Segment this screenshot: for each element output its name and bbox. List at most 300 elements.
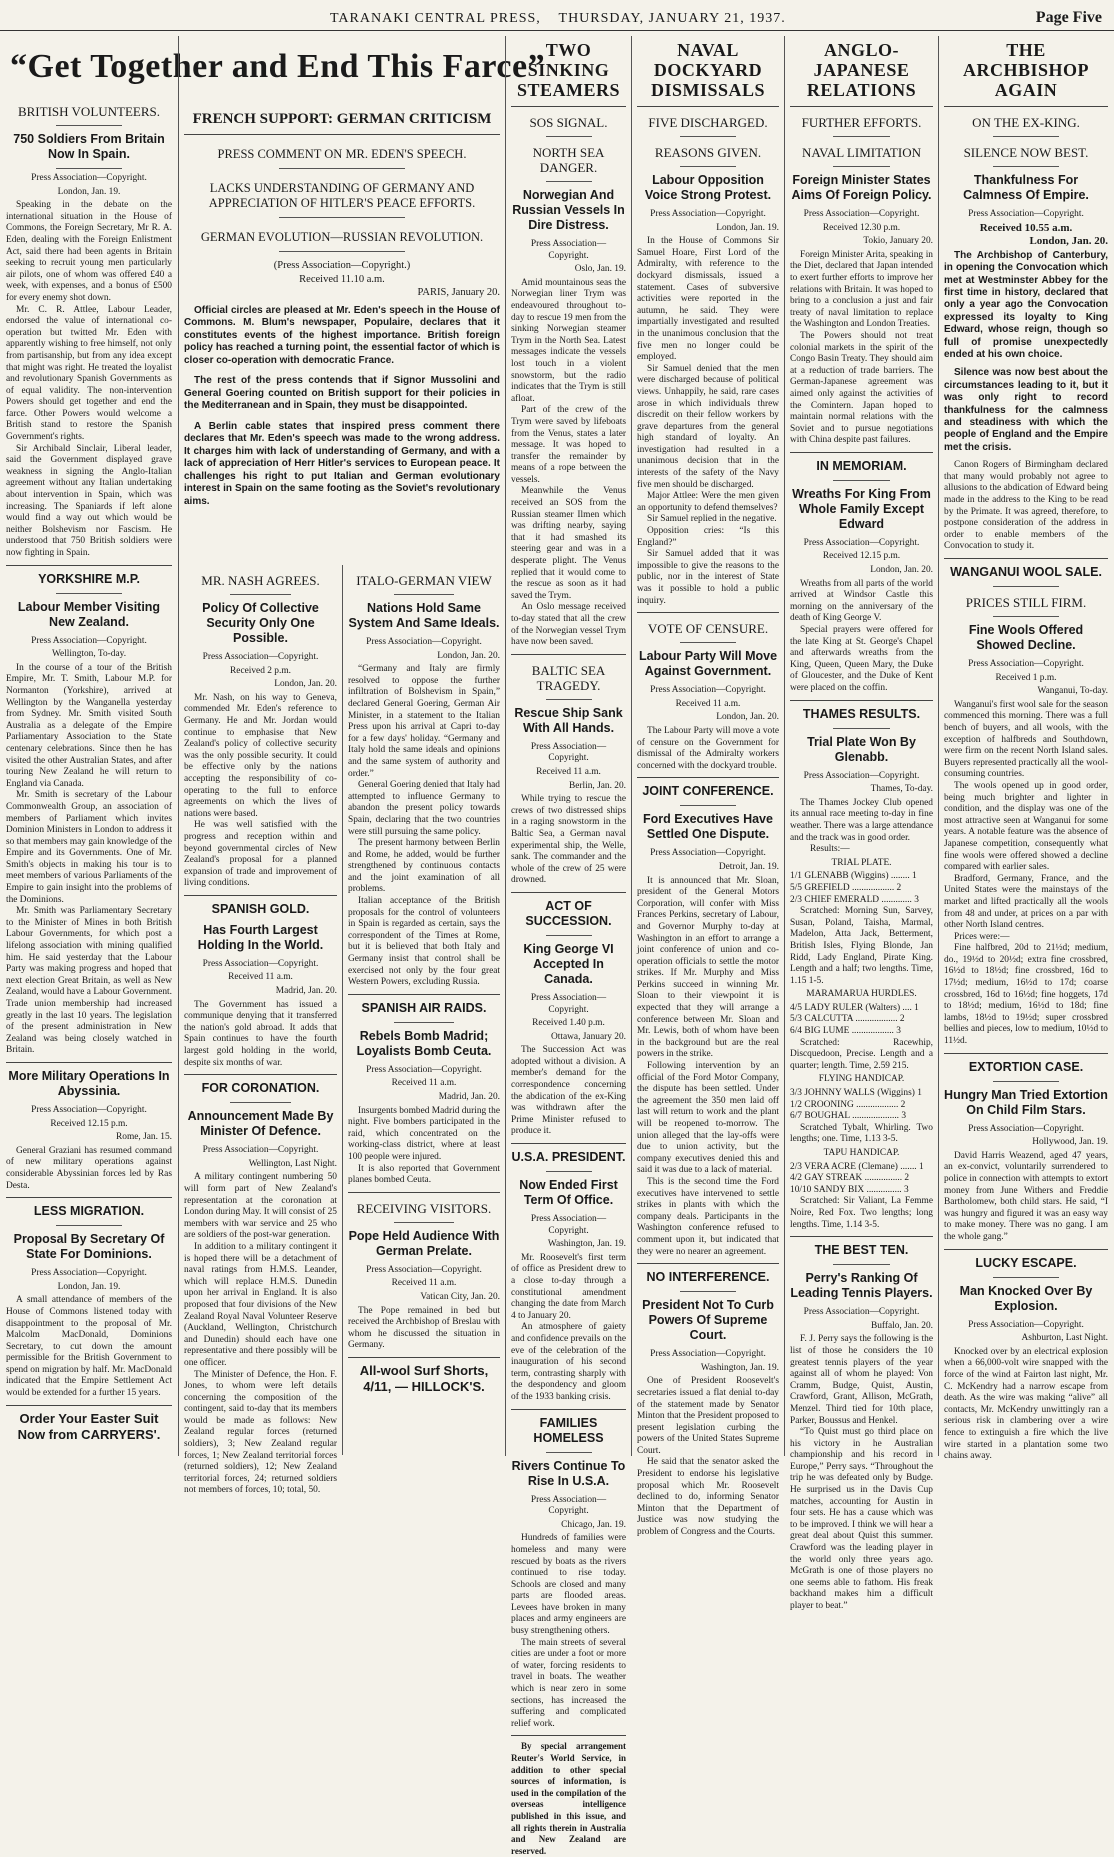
- headline: VOTE OF CENSURE.: [647, 621, 769, 637]
- divider: [833, 136, 890, 137]
- paragraph: The main streets of several cities are under a foot or more of water, forcing residents to travel in boats. The weather which is near zero in some sections, has increased the suffering and complicated relief work.: [511, 1637, 626, 1729]
- source-line: Press Association—Copyright.: [803, 770, 920, 781]
- paragraph: By special arrangement Reuter's World Service, in addition to other special sources of information, is used in the compilation of the overseas intelligence published in this issue, and all rights therein in Australia and New Zealand are reserved.: [511, 1741, 626, 1856]
- paragraph: Scratched: Racewhip, Discquedoon, Precise. Length and a quarter; length. Time, 2.59 215.: [790, 1037, 933, 1071]
- dateline: Washington, Jan. 19.: [547, 1239, 626, 1250]
- paragraph: While trying to rescue the crews of two distressed ships in a raging snowstorm in the Baltic Sea, a German naval experimental ship, the Welle, sank. The commander and the whole of the crew of 25 were drowned.: [511, 794, 626, 886]
- divider: [993, 586, 1059, 587]
- subheadline: FURTHER EFFORTS.: [801, 115, 922, 130]
- article-body: [944, 460, 1108, 553]
- paragraph: In addition to a military contingent it is hoped there will be a detachment of naval ratings from H.M.S. Leander, which will replace H.M.S. Dunedin upon her arrival in England. It is also proposed that four divisions of the New Zealand Royal Naval Volunteer Reserve (Auckland, Wellington, Christchurch and Dunedin) should each have one representative and there possibly will be one officer.: [184, 1241, 337, 1368]
- divider: [511, 1143, 626, 1144]
- dateline: Madrid, Jan. 20.: [438, 1092, 500, 1102]
- subheadline: PRESS COMMENT ON MR. EDEN'S SPEECH.: [217, 147, 467, 161]
- subheadline: NAVAL LIMITATION: [802, 145, 921, 160]
- source-line: Press Association—Copyright.: [202, 652, 319, 662]
- result-row: 6/7 BOUGHAL .................... 3: [790, 1111, 907, 1122]
- paragraph: It is also reported that Government planes bombed Ceuta.: [348, 1163, 500, 1186]
- subheadline: More Military Operations In Abyssinia.: [8, 1068, 170, 1098]
- divider: [546, 1452, 592, 1453]
- article-body: [184, 1000, 337, 1070]
- subheadline: FIVE DISCHARGED.: [648, 115, 768, 130]
- paragraph: “Germany and Italy are firmly resolved to oppose the further infiltration of Bolshevism in Spain,” declared General Goering, German Air Minister, in a statement to the Italian Press upon his arrival at Capri to-day for a few days' holiday. “Germany and Italy hold the same ideals and opinions and the same system of authority and order.”: [348, 664, 500, 779]
- headline: NO INTERFERENCE.: [646, 1270, 770, 1285]
- paragraph: A small attendance of members of the House of Commons listened today with disappointment to the proposal of Mr. Malcolm MacDonald, Dominions Secretary, to cut down the amount permissible for the British Government to spend on migration by half. Mr. MacDonald indicated that the Empire Settlement Act would be extended for a further 15 years.: [6, 1295, 172, 1399]
- source-line: Press Association—Copyright.: [366, 1064, 482, 1075]
- result-row: 5/5 GREFIELD .................. 2: [790, 882, 902, 893]
- column-rule: [631, 36, 632, 1456]
- race-title: TRIAL PLATE.: [831, 857, 892, 868]
- article-body: [6, 1146, 172, 1192]
- race-title: FLYING HANDICAP.: [818, 1074, 905, 1085]
- dateline: Received 12.15 p.m.: [50, 1118, 128, 1129]
- column-rule: [938, 36, 939, 1456]
- paragraph: In the House of Commons Sir Samuel Hoare, First Lord of the Admiralty, with reference to the dockyard dismissals, issued a statement. Cases of subversive activities were reported in the autumn, he said. They were impartially investigated and resulted in the unanimous conclusion that the five men no longer could be employed.: [637, 236, 779, 363]
- paragraph: Scratched: Morning Sun, Sarvey, Susan, Poland, Taisha, Marmal, Madelon, Atta Jack, Betterment, British Isles, Flying Blonde, Jan Ridd, Lady England, Pirate King. Length and a half; two lengths. Time, 1.15 1-5.: [790, 906, 933, 986]
- divider: [790, 106, 933, 107]
- masthead: [0, 0, 1114, 31]
- column-1: [6, 96, 172, 1456]
- article-body: [511, 1045, 626, 1138]
- masthead-center: [330, 11, 786, 27]
- paragraph: It is announced that Mr. Sloan, president of the General Motors Corporation, will confer with Miss Frances Perkins, secretary of Labour, and Governor Murphy to-day at Washington in an effort to arrange a joint conference of union and co-operation officials to settle the motor strikes. If Mr. Murphy and Miss Perkins succeed in winning Mr. Sloan to their viewpoint it is expected that they will arrange a conference between Mr. Sloan and Mr. Lewis, both of whom have been in the background but are the real powers in the strike.: [637, 875, 779, 1060]
- race-title: MARAMARUA HURDLES.: [806, 989, 917, 1000]
- subheadline: REASONS GIVEN.: [654, 145, 762, 160]
- subheadline: ON THE EX-KING.: [972, 115, 1080, 130]
- received-line: Received 1 p.m.: [995, 672, 1057, 683]
- paragraph: An Oslo message received to-day stated that all the crew of the Norwegian vessel Trym have now been saved.: [511, 602, 626, 648]
- source-line: Press Association—Copyright.: [31, 635, 147, 646]
- source-line: Press Association—Copyright.: [366, 1264, 482, 1275]
- paragraph: The Succession Act was adopted without a division. A member's demand for the correspondence concerning the abdication of the ex-King was withdrawn after the Prime Minister refused to produce it.: [511, 1045, 626, 1137]
- article-body: [944, 1151, 1108, 1244]
- source-line: Press Association—Copyright.: [31, 1104, 147, 1115]
- divider: [944, 106, 1108, 107]
- divider: [993, 616, 1059, 617]
- divider: [993, 1081, 1059, 1082]
- article-body: [790, 1038, 933, 1073]
- dateline: Ottawa, January 20.: [551, 1031, 626, 1042]
- paragraph: Mr. Smith was Parliamentary Secretary to the Minister of Mines in both British Labour Governments, for which post a lifelong association with mining qualified him. He said yesterday that the Labour Party was making progress and hoped that next election Great Britain, as well as New Zealand, would have a Labour Government. Trade union membership had increased greatly in the last 10 years. The legislation of the present administration in New Zealand was being closely watched in Britain.: [6, 906, 172, 1056]
- divider: [56, 593, 122, 594]
- results-label: Results:—: [810, 844, 850, 855]
- headline: THE ARCHBISHOP AGAIN: [962, 40, 1090, 100]
- paragraph: Canon Rogers of Birmingham declared that many would probably not agree to allusions to the abdication of Edward being made in the address to the King to be read by the Primate. It was agreed, therefore, to postpone consideration of the address in order to enable members of the Convocation to study it.: [944, 460, 1108, 552]
- dateline: Hollywood, Jan. 19.: [1032, 1137, 1108, 1148]
- source-line: Press Association—Copyright.: [968, 1123, 1084, 1134]
- paragraph: The Powers should not treat colonial markets in the spirit of the Congo Basin Treaty. They should aim at a reduction of trade barriers. The German-Japanese agreement was aimed only against the activities of the Comintern. Japan hoped to maintain normal relations with the Soviet and to pursue negotiations with China despite past failures.: [790, 330, 933, 446]
- dateline: London, Jan. 19.: [57, 186, 121, 197]
- paragraph: The Archbishop of Canterbury, in opening the Convocation which met at Westminster Abbey for the first time in history, declared that only a year ago the Convocation expressed its loyalty to King Edward, whose reign, though so full of promise unexpectedly ended at his own choice.: [944, 249, 1108, 361]
- subheadline: Has Fourth Largest Holding In the World.: [197, 922, 324, 952]
- column-rule: [784, 36, 785, 1456]
- divider: [184, 134, 500, 135]
- column-7: [944, 36, 1108, 1462]
- divider: [348, 1357, 500, 1358]
- headline: ANGLO-JAPANESE RELATIONS: [806, 40, 917, 100]
- paragraph: Fine halfbred, 20d to 21½d; medium, do., 19½d to 20½d; extra fine crossbred, 16½d to 18½d; fine crossbred, 16d to 17½d; medium, 16½d to 17d; coarse crossbred, 16d to 16½d; fine hoggets, 17d to 18½d; medium, 16½d to 18d; fine lambs, 18½d to 19½d; super crossbred bellies and pieces, low to medium, 10½d to 11½d.: [944, 943, 1108, 1047]
- article-body: [348, 664, 500, 989]
- divider: [680, 1291, 737, 1292]
- column-5: [637, 36, 779, 1538]
- subheadline: Rebels Bomb Madrid; Loyalists Bomb Ceuta.: [356, 1028, 492, 1058]
- column-6: [790, 36, 933, 1611]
- divider: [833, 166, 890, 167]
- paragraph: Prices were:—: [954, 931, 1010, 942]
- subheadline: Foreign Minister States Aims Of Foreign Policy.: [791, 173, 932, 202]
- headline: BRITISH VOLUNTEERS.: [17, 104, 161, 119]
- divider: [637, 1263, 779, 1264]
- divider: [790, 452, 933, 453]
- article-body: [790, 1334, 933, 1612]
- paragraph: Silence was now best about the circumstances leading to it, but it was only right to record thankfulness for the calmness and steadiness with which the people of England and the Empire met the crisis.: [944, 367, 1108, 453]
- article-body: [637, 236, 779, 607]
- dateline: London, Jan. 20.: [1029, 235, 1108, 248]
- paragraph: Sir Samuel replied in the negative.: [647, 514, 777, 525]
- headline: WANGANUI WOOL SALE.: [950, 565, 1102, 580]
- subheadline: Trial Plate Won By Glenabb.: [807, 734, 916, 764]
- paragraph: The wools opened up in good order, being much brighter and lighter in condition, and the display was one of the most attractive seen at Wanganui for some years. A notable feature was the absence of Japanese competition, consequently what fine wools were offered showed a decline compared with earlier sales.: [944, 780, 1108, 873]
- source-line: Press Association—Copyright.: [650, 848, 766, 859]
- paragraph: The rest of the press contends that if Signor Mussolini and General Goering counted on British support for their policies in the Mediterranean and in Spain, they must be disappointed.: [184, 375, 500, 412]
- article-body: [348, 1106, 500, 1187]
- divider: [993, 136, 1059, 137]
- subheadline: Norwegian And Russian Vessels In Dire Distress.: [512, 188, 625, 232]
- subheadline: Announcement Made By Minister Of Defence.: [187, 1109, 334, 1139]
- paragraph: Opposition cries: “Is this England?”: [637, 526, 779, 548]
- subheadline: Labour Member Visiting New Zealand.: [17, 599, 161, 629]
- divider: [993, 166, 1059, 167]
- received-line: Received 10.55 a.m.: [979, 221, 1073, 234]
- headline: ACT OF SUCCESSION.: [525, 898, 612, 928]
- dateline: Madrid, Jan. 20.: [275, 986, 337, 997]
- divider: [348, 994, 500, 995]
- paragraph: He was well satisfied with the progress and reception within and beyond governmental circles of New Zealand's proposal for a planned expansion of trade and improvement of living conditions.: [184, 820, 337, 889]
- divider: [394, 1022, 455, 1023]
- dateline: Berlin, Jan. 20.: [568, 780, 626, 791]
- result-row: 3/3 JOHNNY WALLS (Wiggins) 1: [790, 1088, 922, 1099]
- subheadline: SILENCE NOW BEST.: [963, 145, 1089, 160]
- dateline: Buffalo, Jan. 20.: [870, 1320, 933, 1331]
- paragraph: Part of the crew of the Trym were saved by lifeboats from the Venus, states a later message. It was hoped to transfer the remainder by means of a rope between the vessels.: [511, 405, 626, 485]
- dateline: London, Jan. 19.: [57, 1281, 121, 1292]
- divider: [230, 1102, 291, 1103]
- paragraph: Speaking in the debate on the international situation in the House of Commons, the Foreign Secretary, Mr R. A. Eden, dealing with the Foreign Enlistment Act, said there had been agents in Britain seeking to recruit young men particularly air pilots, one of whom was offered £40 a week, with expenses, and a bonus of £500 for every enemy shot down.: [6, 200, 172, 303]
- article-body: [790, 1196, 933, 1231]
- paragraph: Meanwhile the Venus received an SOS from the Russian steamer Ilmen which was drifting nearby, saying that it had smashed its steering gear and was in a desperate plight. The Venus replied that it would come to the rescue as soon as it had saved the Trym.: [511, 486, 626, 601]
- paragraph: Bradford, Germany, France, and the United States were the mainstays of the market and lifted practically all the wools from 48 and under, at prices on a par with other North Island centres.: [944, 873, 1108, 931]
- divider: [637, 777, 779, 778]
- divider: [511, 106, 626, 107]
- dateline: Tokio, January 20.: [863, 236, 933, 247]
- divider: [184, 895, 337, 896]
- subheadline: Proposal By Secretary Of State For Dominions.: [13, 1232, 165, 1262]
- paragraph: The present harmony between Berlin and Rome, he added, would be further strengthened by continuous contacts and the joint examination of all problems.: [348, 838, 500, 895]
- divider: [348, 1192, 500, 1193]
- paragraph: General Goering denied that Italy had attempted to influence Germany to abandon the present policy towards Spain, declaring that the two countries were still pursuing the same policy.: [348, 780, 500, 837]
- headline: IN MEMORIAM.: [816, 458, 907, 473]
- dateline: Washington, Jan. 19.: [700, 1362, 779, 1373]
- headline: RECEIVING VISITORS.: [356, 1200, 492, 1216]
- dateline: London, Jan. 19.: [716, 222, 779, 233]
- article-body: [184, 1172, 337, 1497]
- divider: [184, 1074, 337, 1075]
- divider: [56, 1225, 122, 1226]
- paragraph: Insurgents bombed Madrid during the night. Five bombers participated in the raid, which concentrated on the working-class district, where at least 100 people were injured.: [348, 1105, 500, 1162]
- banner-headline: “Get Together and End This Farce”: [10, 48, 546, 85]
- paragraph: Hundreds of families were homeless and many were rescued by boats as the rivers continued to rise today. Schools are closed and many parts are flooded areas. Levees have broken in many places and army engineers are busy strengthening others.: [511, 1533, 626, 1637]
- article-body: [944, 250, 1108, 455]
- paragraph: A Berlin cable states that inspired press comment there declares that Mr. Eden's speech was made to the wrong address. It charges him with lack of understanding of Germany, and with a lack of appreciation of Herr Hitler's services to European peace. It challenges his right to put Italian and German evolutionary interest in Spain on the same footing as the Soviet's revolutionary aims.: [184, 420, 500, 507]
- article-body: [790, 1123, 933, 1146]
- article-body: [944, 700, 1108, 1048]
- received-line: Received 11 a.m.: [391, 1278, 457, 1289]
- paragraph: Mr. Smith is secretary of the Labour Commonwealth Group, an association of members of Parliament which invites Dominion Ministers in London to address it so that members may gain knowledge of the Empire and its Governments. One of Mr. Smith's objects in making his tour is to meet members of various Parliaments of the Empire to gain insight into the problems of the Dominions.: [6, 790, 172, 905]
- source-line: Press Association—Copyright.: [530, 239, 607, 261]
- source-line: Press Association—Copyright.: [803, 209, 920, 219]
- paragraph: General Graziani has resumed command of new military operations against considerable Abyssinian forces led by Ras Desta.: [6, 1145, 172, 1191]
- divider: [230, 594, 291, 595]
- divider: [6, 1405, 172, 1406]
- result-row: 6/4 BIG LUME .................. 3: [790, 1026, 901, 1037]
- result-row: 4/2 GAY STREAK ................ 2: [790, 1173, 910, 1184]
- paragraph: Sir Samuel denied that the men were discharged because of political views. Unhappily, he said, rare cases arose in which individuals threw discredit on their fellow workers by grave departures from the general high standard of loyalty. An investigation had resulted in a unanimous decision that in the interests of the safety of the Navy five men should be discharged.: [637, 363, 779, 490]
- headline: U.S.A. PRESIDENT.: [511, 1150, 626, 1165]
- source-line: Press Association—Copyright.: [530, 1494, 607, 1517]
- paper-name: TARANAKI CENTRAL PRESS,: [330, 11, 541, 26]
- dateline: Chicago, Jan. 19.: [561, 1519, 626, 1530]
- source-line: Press Association—Copyright.: [803, 1307, 920, 1318]
- dateline: London, Jan. 20.: [437, 650, 500, 661]
- paragraph: Sir Samuel added that it was impossible to give the reasons to the public, nor in the interest of State was it possible to hold a public inquiry.: [637, 549, 779, 606]
- paragraph: Following intervention by an official of the Ford Motor Company, the dispute has been settled. Under the agreement the 350 men laid off last will return to work and the plant will be reopened to-morrow. The union alleged that the lay-offs were due to union activity, but the company executives denied this and said it was due to a lack of material.: [637, 1061, 779, 1176]
- wide-story: [184, 100, 500, 560]
- divider: [279, 168, 405, 169]
- paragraph: Amid mountainous seas the Norwegian liner Trym was endeavoured throughout to-day to rescue 19 men from the sinking Norwegian steamer Trym in the North Sea. Latest messages indicate the vessels lost touch in a violent snowstorm, but the radio indicates that the Trym is still afloat.: [511, 277, 626, 404]
- dateline: Detroit, Jan. 19.: [718, 861, 779, 872]
- paragraph: This is the second time the Ford executives have intervened to settle strikes in plants with which the company deals. Participants in the Washington conference refused to comment upon it, but indicated that they were no nearer an agreement.: [637, 1176, 779, 1257]
- divider: [637, 106, 779, 107]
- subheadline: Labour Opposition Voice Strong Protest.: [644, 173, 772, 202]
- source-line: Press Association—Copyright.: [968, 209, 1084, 219]
- subheadline: NORTH SEA DANGER.: [532, 145, 605, 175]
- received-line: Received 12.30 p.m.: [822, 222, 901, 233]
- paragraph: F. J. Perry says the following is the list of those he considers the 10 greatest tennis players of the year against all of whom he played: Von Cramm, Budge, Quist, Austin, Crawford, Grant, Allison, McGrath, Menzel. Third tied for 10th place, Parker, Boussus and Henkel.: [790, 1334, 933, 1426]
- dateline: Oslo, Jan. 19.: [574, 264, 626, 275]
- race-results: [790, 844, 933, 906]
- paragraph: A military contingent numbering 50 will form part of New Zealand's representation at the coronation at London during May. It will consist of 25 members with war service and 25 who are soldiers of the post-war generation.: [184, 1172, 337, 1241]
- headline: ITALO-GERMAN VIEW: [356, 573, 492, 588]
- divider: [279, 217, 405, 218]
- article-body: [6, 200, 172, 559]
- source-line: Press Association—Copyright.: [202, 1145, 319, 1156]
- column-rule: [505, 36, 506, 1456]
- paragraph: Italian acceptance of the British proposals for the control of volunteers in Spain is regarded as certain, says the correspondent of the Times at Rome, but it is believed that both Italy and Germany insist that control shall be exercised not only by the four great Western Powers, excluding Russia.: [348, 896, 500, 988]
- subheadline: Hungry Man Tried Extortion On Child Film Stars.: [944, 1087, 1108, 1117]
- paragraph: David Harris Weazend, aged 47 years, an ex-convict, voluntarily surrendered to police in connection with attempts to extort money from June Withers and Freddie Bartholomew, both child stars. He said, “I was hungry and figured it was an easy way to make money. There was no gang. I am the whole gang.”: [944, 1150, 1108, 1242]
- headline: LUCKY ESCAPE.: [975, 1255, 1077, 1270]
- headline: SPANISH GOLD.: [211, 901, 310, 916]
- divider: [56, 125, 122, 126]
- page-number: Page Five: [1035, 9, 1102, 26]
- received-line: Received 2 p.m.: [230, 665, 291, 676]
- column-4: [511, 36, 626, 1856]
- result-row: 2/3 CHIEF EMERALD ............. 3: [790, 894, 919, 905]
- divider: [993, 1277, 1059, 1278]
- article-body: [637, 876, 779, 1259]
- source-line: Press Association—Copyright.: [530, 992, 607, 1015]
- divider: [944, 1249, 1108, 1250]
- source-line: Press Association—Copyright.: [968, 1319, 1084, 1330]
- headline: THAMES RESULTS.: [802, 706, 921, 721]
- paragraph: The Thames Jockey Club opened its annual race meeting to-day in fine weather. There was a large attendance and the track was in good order.: [790, 797, 933, 843]
- divider: [511, 654, 626, 655]
- subheadline: Policy Of Collective Security Only One Possible.: [202, 601, 319, 645]
- article-body: [790, 798, 933, 844]
- divider: [680, 642, 737, 643]
- headline: FAMILIES HOMELESS: [533, 1415, 604, 1445]
- received-line: Received 11 a.m.: [391, 1078, 457, 1089]
- received-line: Received 12.15 p.m.: [822, 551, 901, 562]
- paragraph: Mr. Roosevelt's first term of office as President drew to a close to-day through a constitutional amendment changing the date from March 4 to January 20.: [511, 1252, 626, 1321]
- headline: EXTORTION CASE.: [968, 1059, 1084, 1074]
- subheadline: PRICES STILL FIRM.: [965, 595, 1087, 611]
- dateline: London, Jan. 20.: [870, 565, 933, 576]
- paragraph: He said that the senator asked the President to endorse his legislative proposal which Mr. Roosevelt declined to do, informing Senator Minton that the Department of Justice was now studying the problem of Congress and the Courts.: [637, 1457, 779, 1538]
- dateline: Wellington, Last Night.: [248, 1158, 337, 1169]
- advertisement: Order Your Easter Suit Now from CARRYERS'.: [17, 1410, 161, 1442]
- paragraph: Wreaths from all parts of the world arrived at Windsor Castle this morning on the anniversary of the death of King George V.: [790, 578, 933, 624]
- dateline: London, Jan. 20.: [716, 712, 779, 723]
- divider: [944, 558, 1108, 559]
- divider: [394, 1222, 455, 1223]
- source-line: Press Association—Copyright.: [530, 1214, 607, 1236]
- subheadline: Ford Executives Have Settled One Dispute.: [643, 812, 773, 842]
- paragraph: Knocked over by an electrical explosion when a 66,000-volt wire snapped with the force of the wind at Fairton last night, Mr. C. McKendry had a narrow escape from death. As the wire was making “alive” all contacts, Mr. McKendry unwittingly ran a serious risk in clambering over a wire fence to extinguish a fire which the live wire started in a plantation some two chains away.: [944, 1346, 1108, 1462]
- article-body: [6, 663, 172, 1057]
- divider: [546, 181, 592, 182]
- divider: [637, 612, 779, 613]
- article-body: [944, 1347, 1108, 1463]
- paragraph: Scratched: Sir Valiant, La Femme Noire, Red Fox. Two lengths; long lengths. Time, 1.14 3-5.: [790, 1196, 933, 1230]
- article-body: [790, 250, 933, 447]
- divider: [680, 805, 737, 806]
- result-row: 5/3 CALCUTTA .................. 2: [790, 1014, 905, 1025]
- result-row: 4/5 LADY RULER (Walters) .... 1: [790, 1002, 919, 1013]
- divider: [833, 1264, 890, 1265]
- article-body: [511, 1253, 626, 1404]
- article-body: [511, 794, 626, 887]
- article-body: [6, 1295, 172, 1399]
- divider: [6, 565, 172, 566]
- headline: MR. NASH AGREES.: [201, 573, 320, 588]
- subheadline: 750 Soldiers From Britain Now In Spain.: [13, 132, 165, 161]
- column-3: [348, 565, 500, 1455]
- divider: [790, 1236, 933, 1237]
- result-row: 2/3 VERA ACRE (Clemane) ....... 1: [790, 1161, 924, 1172]
- article-body: [184, 693, 337, 890]
- article-body: [511, 278, 626, 649]
- divider: [546, 699, 592, 700]
- advertisement: All-wool Surf Shorts, 4/11, — HILLOCK'S.: [359, 1362, 489, 1394]
- dateline: PARIS, January 20.: [417, 287, 500, 299]
- divider: [680, 136, 737, 137]
- divider: [394, 594, 455, 595]
- divider: [511, 1409, 626, 1410]
- paragraph: The Labour Party will move a vote of censure on the Government for dismissal of the Admiralty workers concerned with the dockyard trouble.: [637, 725, 779, 771]
- divider: [680, 166, 737, 167]
- column-rule: [342, 565, 343, 1455]
- race-results: [790, 1148, 933, 1196]
- subheadline: Labour Party Will Move Against Government.: [638, 649, 778, 679]
- source-line: Press Association—Copyright.: [650, 685, 766, 696]
- subheadline: Thankfulness For Calmness Of Empire.: [963, 173, 1089, 202]
- headline: YORKSHIRE M.P.: [38, 571, 140, 586]
- dateline: Thames, To-day.: [870, 784, 933, 795]
- headline: LESS MIGRATION.: [33, 1204, 145, 1219]
- subheadline: Pope Held Audience With German Prelate.: [348, 1228, 500, 1258]
- subheadline: Now Ended First Term Of Office.: [519, 1178, 618, 1208]
- source-line: Press Association—Copyright.: [530, 741, 607, 764]
- paragraph: The Pope remained in bed but received the Archbishop of Breslau with whom he discussed the situation in Germany.: [348, 1305, 500, 1351]
- divider: [833, 480, 890, 481]
- subheadline: Rivers Continue To Rise In U.S.A.: [511, 1458, 626, 1488]
- received-line: Received 11 a.m.: [536, 766, 601, 777]
- divider: [546, 935, 592, 936]
- headline: FRENCH SUPPORT: GERMAN CRITICISM: [192, 111, 492, 127]
- race-results: [790, 989, 933, 1037]
- paragraph: An atmosphere of gaiety and confidence prevails on the eve of the celebration of the inauguration of his second term, contrasting sharply with the despondency and gloom of the 1933 banking crisis.: [511, 1322, 626, 1402]
- source-line: Press Association—Copyright.: [650, 1349, 766, 1360]
- received-line: Received 11 a.m.: [228, 972, 293, 983]
- subheadline: President Not To Curb Powers Of Supreme Court.: [642, 1298, 774, 1343]
- source-line: Press Association—Copyright.: [968, 659, 1084, 670]
- source-line: Press Association—Copyright.: [803, 537, 920, 548]
- paragraph: “To Quist must go third place on his victory in he Australian championship and his record in Europe,” Perry says. “Throughout the trip he was defeated only by Budge. He surprised us in the Davis Cup matches, accounting for Austin in four sets. He has a cause which was to be improved. I think we will hear a great deal about Quist this summer. Crawford was the leading player in the world only three years ago. McGrath is one of those players no one seems able to fathom. His freak backhand makes him a difficult player to beat.”: [790, 1427, 933, 1611]
- subheadline: Man Knocked Over By Explosion.: [959, 1283, 1093, 1313]
- paragraph: Scratched Tybalt, Whirling. Two lengths; one. Time, 1.13 3-5.: [790, 1122, 933, 1145]
- headline: TWO SINKING STEAMERS: [516, 40, 621, 100]
- paragraph: One of President Roosevelt's secretaries issued a flat denial to-day of the statement made by Senator Minton that the President proposed to present legislation curbing the powers of the United States Supreme Court.: [637, 1376, 779, 1456]
- issue-date: THURSDAY, JANUARY 21, 1937.: [558, 11, 786, 26]
- article-body: [511, 1533, 626, 1730]
- rights-notice: [511, 1741, 626, 1857]
- divider: [56, 168, 122, 169]
- received-line: Received 1.40 p.m.: [532, 1018, 605, 1029]
- result-row: 10/10 SANDY BIX ............... 3: [790, 1184, 909, 1195]
- dateline: London, Jan. 20.: [274, 679, 337, 690]
- divider: [546, 1171, 592, 1172]
- headline: NAVAL DOCKYARD DISMISSALS: [650, 40, 766, 100]
- article-body: [637, 726, 779, 772]
- article-body: [348, 1306, 500, 1352]
- headline: FOR CORONATION.: [201, 1081, 320, 1096]
- received-line: Received 11.10 a.m.: [299, 273, 385, 285]
- subheadline: Nations Hold Same System And Same Ideals.: [348, 601, 500, 630]
- article-body: [790, 579, 933, 695]
- source-line: Press Association—Copyright.: [650, 209, 766, 219]
- result-row: 1/1 GLENABB (Wiggins) ........ 1: [790, 871, 917, 882]
- paragraph: Sir Archibald Sinclair, Liberal leader, said the Government displayed grave weakness in signing the Anglo-Italian agreement without any Italian undertaking about intervention in Spain, which was increasing. The Spaniards if left alone would find a way out which would be neither Bolshevism nor Fascism. He understood that 750 British soldiers were now fighting in Spain.: [6, 443, 172, 558]
- divider: [833, 728, 890, 729]
- headline: BALTIC SEA TRAGEDY.: [531, 662, 606, 693]
- subheadline: Perry's Ranking Of Leading Tennis Players.: [790, 1271, 933, 1301]
- column-rule: [178, 36, 179, 1456]
- dateline: Rome, Jan. 15.: [116, 1132, 172, 1143]
- headline: SPANISH AIR RAIDS.: [361, 1000, 487, 1015]
- divider: [944, 1053, 1108, 1054]
- source-line: Press Association—Copyright.: [31, 1268, 147, 1279]
